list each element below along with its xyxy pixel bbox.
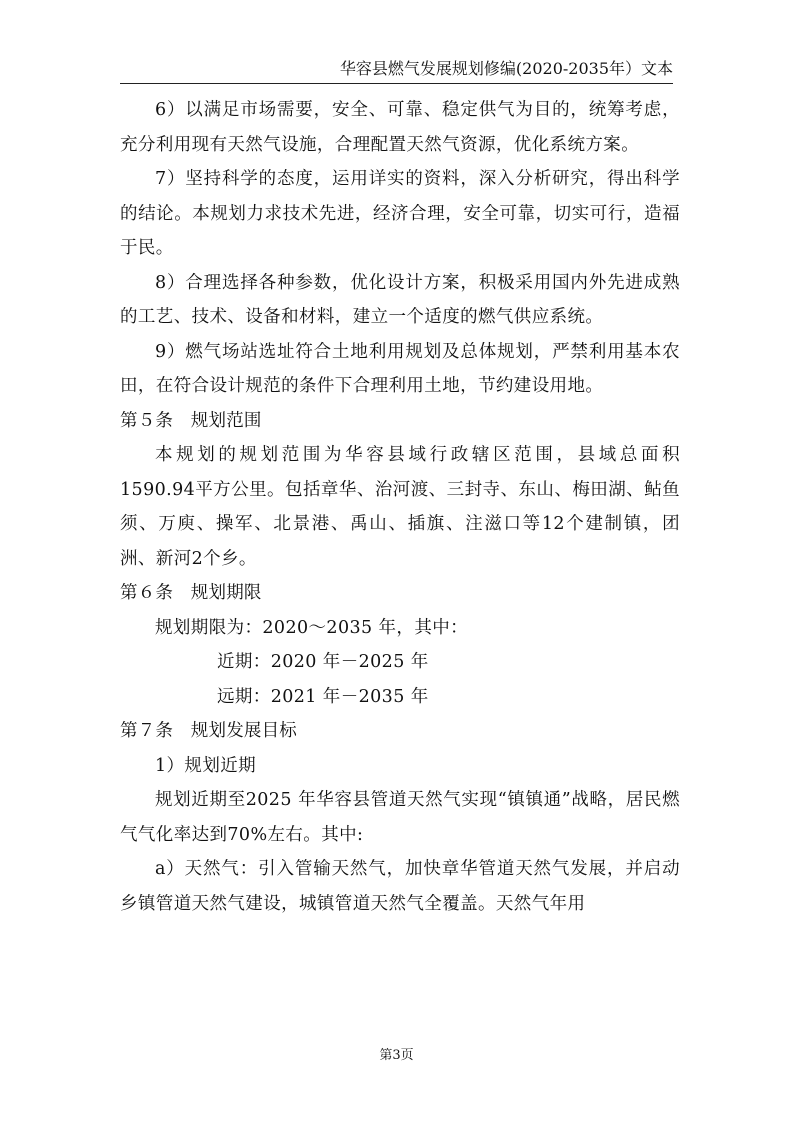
article-7-text-1: 规划近期至2025 年华容县管道天然气实现“镇镇通”战略，居民燃气气化率达到70%左右。其中: xyxy=(120,790,680,845)
paragraph-principle-7: 7）坚持科学的态度，运用详实的资料，深入分析研究，得出科学的结论。本规划力求技术先进，经济合理，安全可靠，切实可行，造福于民。 xyxy=(120,169,680,258)
article-7-subheading: 1）规划近期 xyxy=(155,755,257,776)
near-term-period: 近期：2020 年－2025 年 xyxy=(217,652,429,672)
article-5-text: 本规划的规划范围为华容县域行政辖区范围，县域总面积 1590.94平方公里。包括章华、治河渡、三封寺、东山、梅田湖、鲇鱼须、万庾、操军、北景港、禹山、插旗、注滋口等12个建制镇，团洲、新河2个乡。 xyxy=(120,445,680,569)
page-number: 第3页 xyxy=(379,1048,414,1063)
article-6-intro: 规划期限为：2020～2035 年，其中： xyxy=(155,617,469,638)
article-7-heading: 第７条 规划发展目标 xyxy=(120,721,297,741)
paragraph-principle-6: 6）以满足市场需要，安全、可靠、稳定供气为目的，统筹考虑，充分利用现有天然气设施，合理配置天然气资源，优化系统方案。 xyxy=(120,100,680,155)
paragraph-principle-9: 9）燃气场站选址符合土地利用规划及总体规划，严禁利用基本农田，在符合设计规范的条件下合理利用土地，节约建设用地。 xyxy=(120,341,680,396)
article-5-heading: 第５条 规划范围 xyxy=(120,410,262,431)
article-6-heading: 第６条 规划期限 xyxy=(120,583,262,603)
running-header: 华容县燃气发展规划修编(2020-2035年）文本 xyxy=(339,59,673,78)
header-divider xyxy=(120,83,673,84)
document-body xyxy=(120,93,680,921)
long-term-period: 远期：2021 年－2035 年 xyxy=(217,686,429,707)
article-7-text-2: a）天然气：引入管输天然气，加快章华管道天然气发展，并启动乡镇管道天然气建设，城镇管道天然气全覆盖。天然气年用 xyxy=(120,859,680,914)
paragraph-principle-8: 8）合理选择各种参数，优化设计方案，积极采用国内外先进成熟的工艺、技术、设备和材料，建立一个适度的燃气供应系统。 xyxy=(120,272,680,327)
